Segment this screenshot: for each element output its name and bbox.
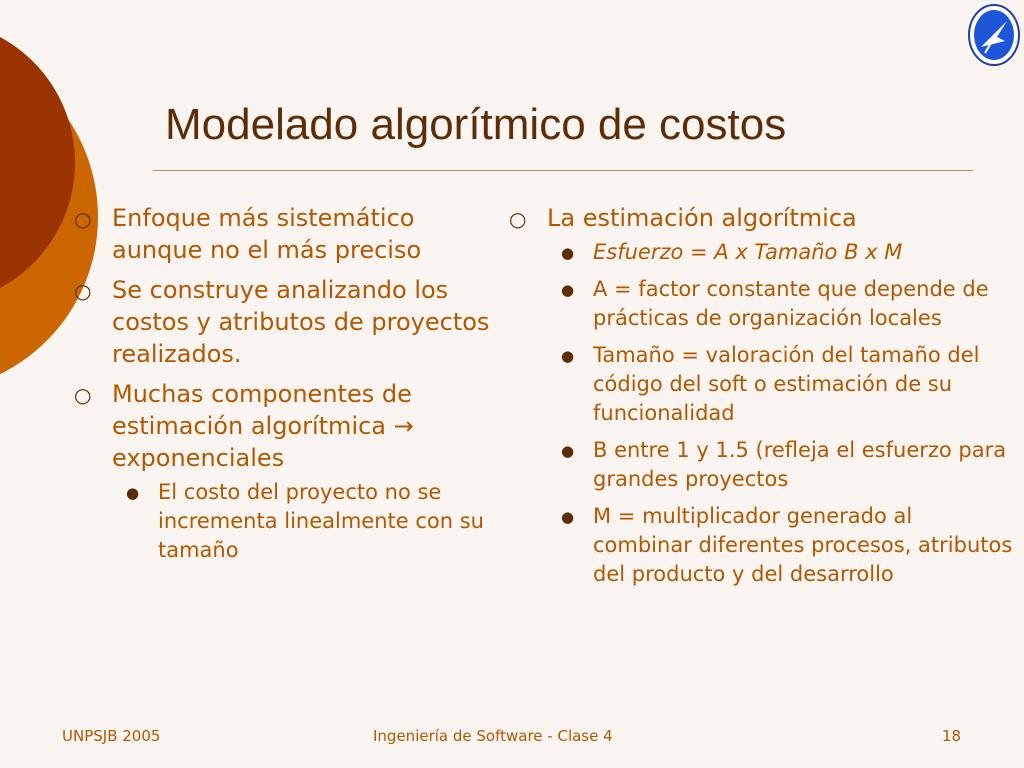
hollow-circle-bullet-icon: ○ (74, 383, 92, 407)
list-item (70, 378, 490, 565)
filled-circle-bullet-icon: ● (126, 484, 140, 502)
list-item (70, 274, 490, 370)
list-item-text-after: exponenciales (112, 444, 285, 472)
filled-circle-bullet-icon: ● (561, 281, 575, 299)
sub-list-item (547, 436, 1015, 494)
list-item-text: Se construye analizando los costos y atributos de proyectos realizados. (112, 276, 490, 368)
formula-text: Esfuerzo = A x Tamaño B x M (593, 240, 903, 264)
sub-list-item (547, 502, 1015, 589)
sub-bullet-list (112, 478, 490, 565)
slide-number: 18 (942, 727, 962, 745)
list-item-text: Enfoque más sistemático aunque no el más preciso (112, 204, 422, 264)
sub-list-item (112, 478, 490, 565)
list-item (505, 202, 1015, 589)
filled-circle-bullet-icon: ● (561, 244, 575, 262)
right-bullet-list (505, 202, 1015, 597)
title-divider (153, 170, 973, 171)
hollow-circle-bullet-icon: ○ (509, 207, 527, 231)
sub-list-item-text: Tamaño = valoración del tamaño del código del soft o estimación de su funcionalidad (593, 343, 980, 425)
sub-list-item (547, 341, 1015, 428)
hollow-circle-bullet-icon: ○ (74, 207, 92, 231)
filled-circle-bullet-icon: ● (561, 508, 575, 526)
list-item-text: La estimación algorítmica (547, 204, 857, 232)
university-seal-icon (967, 3, 1021, 67)
hollow-circle-bullet-icon: ○ (74, 279, 92, 303)
footer-left-text: UNPSJB 2005 (62, 727, 161, 745)
sub-bullet-list (547, 238, 1015, 589)
sub-list-item (547, 238, 1015, 267)
list-item-text: Muchas componentes de estimación algorítmica (112, 380, 412, 440)
sub-list-item-text: El costo del proyecto no se incrementa linealmente con su tamaño (158, 480, 484, 562)
filled-circle-bullet-icon: ● (561, 347, 575, 365)
sub-list-item-text: M = multiplicador generado al combinar diferentes procesos, atributos del producto y del desarrollo (593, 504, 1013, 586)
footer-course-text: Ingeniería de Software - Clase 4 (373, 727, 613, 745)
sub-list-item-text: B entre 1 y 1.5 (refleja el esfuerzo para grandes proyectos (593, 438, 1007, 491)
sub-list-item (547, 275, 1015, 333)
arrow-right-icon: → (393, 412, 414, 440)
left-bullet-list (70, 202, 490, 573)
slide-title: Modelado algorítmico de costos (165, 100, 787, 149)
sub-list-item-text: A = factor constante que depende de prácticas de organización locales (593, 277, 989, 330)
filled-circle-bullet-icon: ● (561, 442, 575, 460)
list-item (70, 202, 490, 266)
